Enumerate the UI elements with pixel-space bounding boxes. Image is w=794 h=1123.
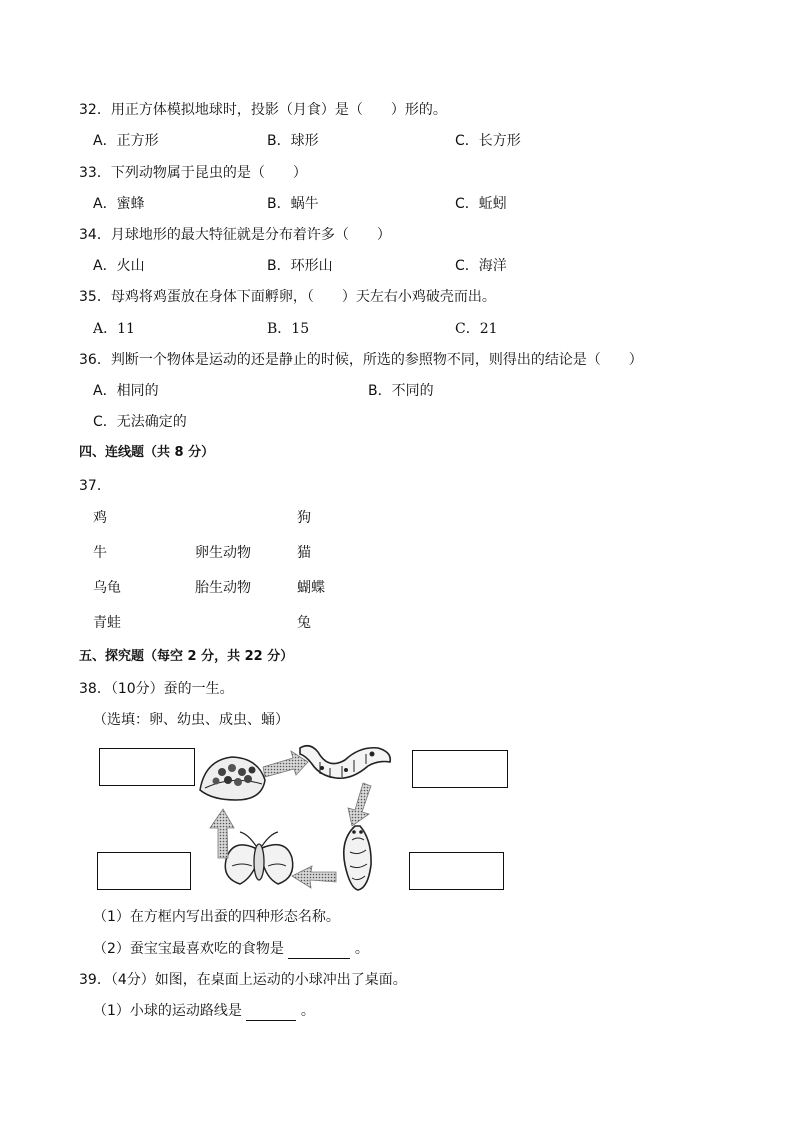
- q38-sub2-end: 。: [354, 941, 369, 957]
- q38-sub1: （1）在方框内写出蚕的四种形态名称。: [93, 909, 340, 925]
- q37-number: 37．: [79, 478, 111, 494]
- match-right-item[interactable]: 兔: [297, 615, 311, 631]
- q33-stem: 33．下列动物属于昆虫的是（ ）: [79, 165, 307, 181]
- q35-option-b[interactable]: B．15: [267, 321, 310, 337]
- silkworm-moth-image: [225, 832, 292, 884]
- q39-answer-blank[interactable]: [246, 1002, 296, 1021]
- silkworm-pupa-image: [344, 826, 371, 890]
- q32-option-c[interactable]: C．长方形: [455, 133, 521, 149]
- match-left-item[interactable]: 乌龟: [93, 580, 121, 596]
- q33-option-c[interactable]: C．蚯蚓: [455, 196, 507, 212]
- q38-sub2: [93, 940, 369, 959]
- q36-option-a[interactable]: A．相同的: [93, 383, 159, 399]
- q34-option-a[interactable]: A．火山: [93, 258, 145, 274]
- match-middle-item[interactable]: 卵生动物: [195, 545, 251, 561]
- q36-option-c[interactable]: C．无法确定的: [93, 414, 187, 430]
- q34-stem: 34．月球地形的最大特征就是分布着许多（ ）: [79, 227, 391, 243]
- q38-answer-blank[interactable]: [288, 940, 350, 959]
- q39-sub1: [93, 1002, 315, 1021]
- match-middle-item[interactable]: 胎生动物: [195, 580, 251, 596]
- q35-stem: 35．母鸡将鸡蛋放在身体下面孵卵，（ ）天左右小鸡破壳而出。: [79, 289, 496, 305]
- match-right-item[interactable]: 蝴蝶: [297, 580, 325, 596]
- q39-sub1-end: 。: [300, 1003, 315, 1019]
- match-left-item[interactable]: 牛: [93, 545, 107, 561]
- q33-option-b[interactable]: B．蜗牛: [267, 196, 319, 212]
- q39-sub1-text: （1）小球的运动路线是: [93, 1003, 242, 1019]
- q35-option-c[interactable]: C．21: [455, 321, 498, 337]
- q32-option-a[interactable]: A．正方形: [93, 133, 159, 149]
- q34-option-b[interactable]: B．环形山: [267, 258, 333, 274]
- silkworm-larva-image: [300, 746, 390, 779]
- q39-stem: 39．（4分）如图，在桌面上运动的小球冲出了桌面。: [79, 972, 407, 988]
- section-5-title: 五、探究题（每空 2 分，共 22 分）: [79, 649, 294, 664]
- match-right-item[interactable]: 狗: [297, 510, 311, 526]
- q36-stem: 36．判断一个物体是运动的还是静止的时候，所选的参照物不同，则得出的结论是（ ）: [79, 352, 643, 368]
- match-left-item[interactable]: 鸡: [93, 510, 107, 526]
- q35-option-a[interactable]: A．11: [93, 321, 135, 337]
- q38-stem: 38．（10分）蚕的一生。: [79, 681, 234, 697]
- match-left-item[interactable]: 青蛙: [93, 615, 121, 631]
- section-4-title: 四、连线题（共 8 分）: [79, 445, 215, 460]
- q32-stem: 32．用正方体模拟地球时，投影（月食）是（ ）形的。: [79, 102, 447, 118]
- arrow-down-icon: [348, 783, 371, 826]
- q32-option-b[interactable]: B．球形: [267, 133, 319, 149]
- q38-sub2-text: （2）蚕宝宝最喜欢吃的食物是: [93, 941, 284, 957]
- q33-option-a[interactable]: A．蜜蜂: [93, 196, 145, 212]
- q34-option-c[interactable]: C．海洋: [455, 258, 507, 274]
- arrow-left-icon: [292, 866, 336, 888]
- q38-hint: （选填：卵、幼虫、成虫、蛹）: [93, 712, 289, 728]
- silkworm-eggs-image: [200, 757, 265, 800]
- match-right-item[interactable]: 猫: [297, 545, 311, 561]
- q36-option-b[interactable]: B．不同的: [368, 383, 434, 399]
